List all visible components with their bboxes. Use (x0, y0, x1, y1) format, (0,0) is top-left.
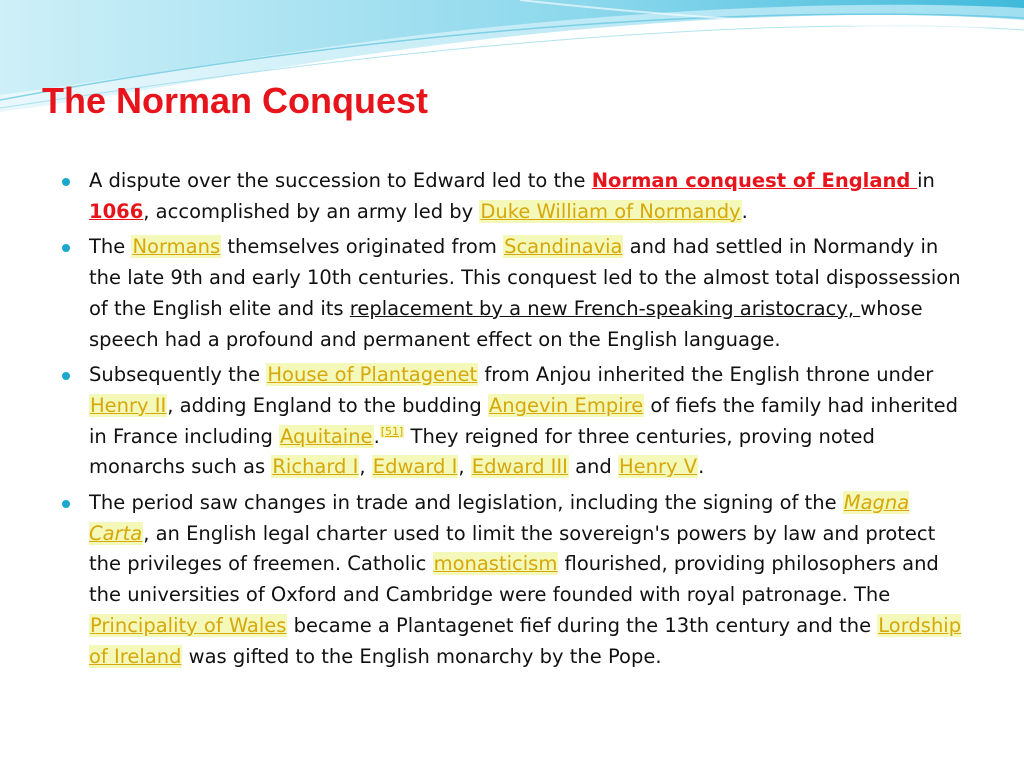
link-magna-carta[interactable]: Magna Carta (89, 491, 910, 545)
link-normans[interactable]: Normans (132, 235, 221, 259)
link-french-aristocracy[interactable]: replacement by a new French-speaking aristocracy, (349, 296, 861, 320)
text-run: whose speech had a profound and permanent effect on the English language. (89, 296, 923, 351)
text-run: and had settled in Normandy in the late 9th and early 10th centuries. This conquest led to the almost total dispossession of the English elite and its (89, 235, 961, 320)
bullet-dot-icon (62, 244, 70, 252)
text-run: , (458, 455, 471, 479)
link-richard-i[interactable]: Richard I (272, 455, 359, 479)
text-run: , an English legal charter used to limit the sovereign's powers by law and protect the privileges of freemen. Catholic (89, 521, 936, 576)
text-run: . (698, 455, 705, 479)
link-1066[interactable]: 1066 (89, 199, 144, 223)
text-run: The (89, 235, 132, 259)
text-run: . (741, 199, 748, 223)
link-henry-v[interactable]: Henry V (619, 455, 698, 479)
text-run: . (373, 424, 380, 448)
link-edward-i[interactable]: Edward I (372, 455, 458, 479)
list-item (62, 166, 972, 227)
bullet-dot-icon (62, 372, 70, 380)
bullet-dot-icon (62, 500, 70, 508)
text-run: The period saw changes in trade and legislation, including the signing of the (89, 491, 843, 515)
slide-title: The Norman Conquest (42, 80, 429, 121)
text-run: They reigned for three centuries, proving noted monarchs such as (89, 424, 875, 479)
list-item (62, 232, 972, 355)
text-run: was gifted to the English monarchy by the Pope. (182, 644, 662, 668)
text-run: flourished, providing philosophers and the universities of Oxford and Cambridge were founded with royal patronage. The (89, 552, 939, 607)
link-lordship-of-ireland[interactable]: Lordship of Ireland (89, 613, 962, 668)
link-aquitaine[interactable]: Aquitaine (280, 424, 373, 448)
text-run: from Anjou inherited the English throne under (478, 363, 934, 387)
text-run: , accomplished by an army led by (143, 199, 480, 223)
link-duke-william[interactable]: Duke William of Normandy (480, 199, 741, 223)
text-run: , (359, 455, 372, 479)
list-item (62, 360, 972, 483)
list-item (62, 488, 972, 672)
link-principality-of-wales[interactable]: Principality of Wales (90, 613, 287, 637)
link-norman-conquest[interactable]: Norman conquest of England (591, 169, 918, 192)
link-edward-iii[interactable]: Edward III (471, 455, 568, 479)
text-run: themselves originated from (221, 235, 504, 259)
bullet-dot-icon (62, 178, 70, 186)
link-henry-ii[interactable]: Henry II (90, 393, 167, 417)
link-house-of-plantagenet[interactable]: House of Plantagenet (267, 363, 478, 387)
text-run: Subsequently the (89, 363, 267, 387)
link-monasticism[interactable]: monasticism (433, 552, 558, 576)
text-run: of fiefs the family had inherited in France including (89, 393, 958, 448)
bullet-list (62, 166, 972, 677)
text-run: A dispute over the succession to Edward led to the (89, 169, 592, 192)
text-run: , adding England to the budding (167, 393, 488, 417)
link-angevin-empire[interactable]: Angevin Empire (488, 393, 644, 417)
text-run: in (917, 169, 935, 192)
text-run: became a Plantagenet fief during the 13th century and the (287, 613, 878, 637)
text-run: and (568, 455, 618, 479)
link-scandinavia[interactable]: Scandinavia (504, 235, 623, 259)
citation-link[interactable]: [51] (380, 424, 404, 438)
